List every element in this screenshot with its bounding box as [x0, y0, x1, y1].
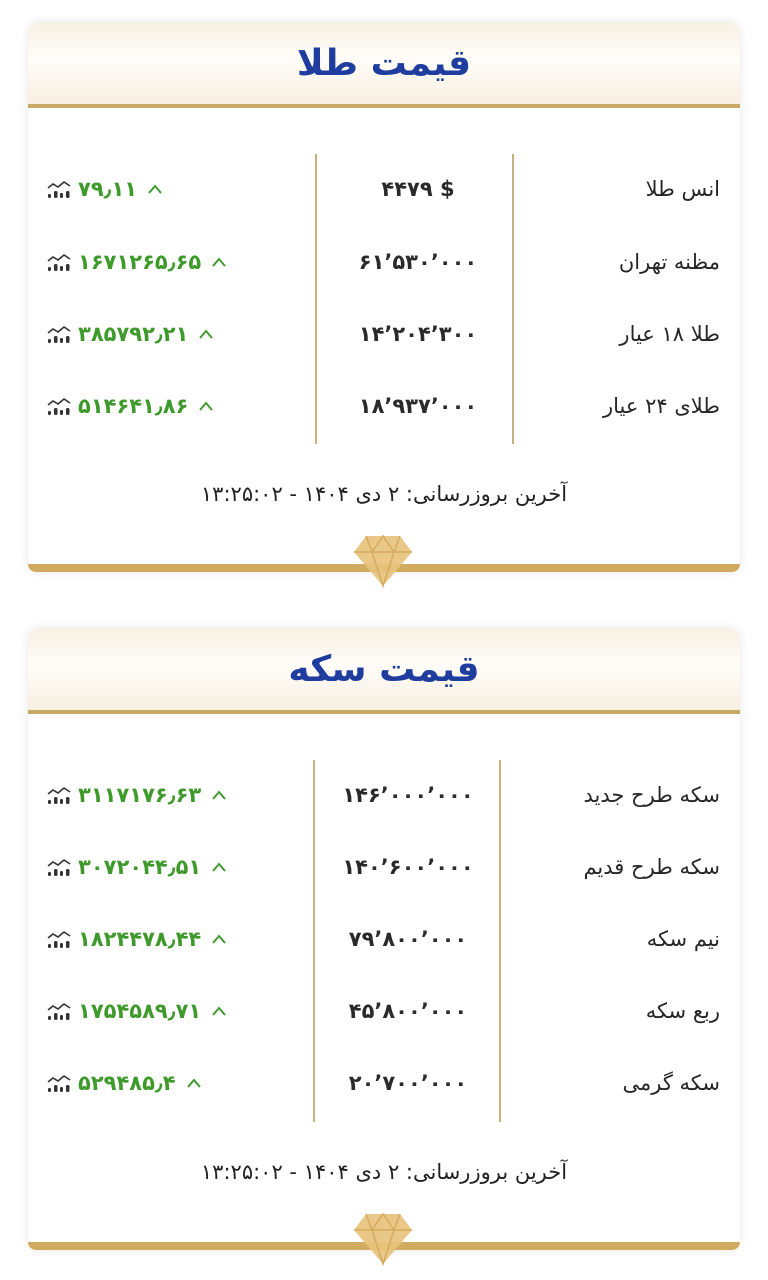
- change-value: ۳۱۱۷۱۷۶٫۶۳: [78, 783, 202, 807]
- arrow-up-icon: [198, 400, 214, 412]
- row-change: [46, 386, 214, 426]
- row-label: سکه گرمی: [622, 1071, 720, 1095]
- row-change: [46, 775, 227, 815]
- chart-icon[interactable]: [46, 396, 72, 416]
- arrow-up-icon: [186, 1077, 202, 1089]
- row-price: ۲۰٬۷۰۰٬۰۰۰: [348, 1071, 468, 1095]
- row-price: ۴۵٬۸۰۰٬۰۰۰: [348, 999, 468, 1023]
- gold-card-title: قیمت طلا: [296, 42, 472, 84]
- gold-price-card: [28, 22, 740, 572]
- coin-row-new-design[interactable]: [28, 775, 740, 815]
- chart-icon[interactable]: [46, 785, 72, 805]
- row-price: ۱۸٬۹۳۷٬۰۰۰: [358, 394, 478, 418]
- coin-row-quarter[interactable]: [28, 991, 740, 1031]
- coin-row-gram[interactable]: [28, 1063, 740, 1103]
- row-change: [46, 991, 227, 1031]
- arrow-up-icon: [211, 789, 227, 801]
- coin-card-title: قیمت سکه: [288, 648, 480, 690]
- change-value: ۱۶۷۱۲۶۵٫۶۵: [78, 250, 202, 274]
- row-label: طلای ۲۴ عیار: [602, 394, 720, 418]
- coin-price-card: [28, 628, 740, 1250]
- change-value: ۷۹٫۱۱: [78, 177, 138, 201]
- gold-card-header: [28, 22, 740, 108]
- arrow-up-icon: [211, 933, 227, 945]
- row-change: [46, 169, 163, 209]
- chart-icon[interactable]: [46, 252, 72, 272]
- row-change: [46, 919, 227, 959]
- gold-row-24k[interactable]: [28, 386, 740, 426]
- row-label: سکه طرح قدیم: [583, 855, 720, 879]
- change-value: ۵۱۴۶۴۱٫۸۶: [78, 394, 189, 418]
- row-price: ۶۱٬۵۳۰٬۰۰۰: [358, 250, 478, 274]
- last-updated: آخرین بروزرسانی: ۲ دی ۱۴۰۴ - ۱۳:۲۵:۰۲: [200, 482, 568, 506]
- row-change: [46, 242, 227, 282]
- row-label: طلا ۱۸ عیار: [619, 322, 720, 346]
- change-value: ۳۰۷۲۰۴۴٫۵۱: [78, 855, 202, 879]
- row-price: ۱۴۶٬۰۰۰٬۰۰۰: [342, 783, 474, 807]
- last-updated: آخرین بروزرسانی: ۲ دی ۱۴۰۴ - ۱۳:۲۵:۰۲: [200, 1160, 568, 1184]
- gold-row-ounce[interactable]: [28, 169, 740, 209]
- arrow-up-icon: [211, 256, 227, 268]
- coin-row-old-design[interactable]: [28, 847, 740, 887]
- row-price: ۱۴۰٬۶۰۰٬۰۰۰: [342, 855, 474, 879]
- change-value: ۳۸۵۷۹۲٫۲۱: [78, 322, 189, 346]
- diamond-icon: [352, 534, 414, 588]
- row-label: ربع سکه: [645, 999, 720, 1023]
- row-price: ۷۹٬۸۰۰٬۰۰۰: [348, 927, 468, 951]
- row-label: سکه طرح جدید: [583, 783, 720, 807]
- chart-icon[interactable]: [46, 929, 72, 949]
- row-change: [46, 1063, 202, 1103]
- row-label: انس طلا: [645, 177, 720, 201]
- gold-row-18k[interactable]: [28, 314, 740, 354]
- change-value: ۱۸۲۴۴۷۸٫۴۴: [78, 927, 202, 951]
- row-label: مظنه تهران: [618, 250, 720, 274]
- row-change: [46, 314, 214, 354]
- arrow-up-icon: [198, 328, 214, 340]
- arrow-up-icon: [211, 861, 227, 873]
- coin-row-half[interactable]: [28, 919, 740, 959]
- row-price: ۴۴۷۹ $: [381, 177, 455, 201]
- arrow-up-icon: [147, 183, 163, 195]
- chart-icon[interactable]: [46, 324, 72, 344]
- chart-icon[interactable]: [46, 179, 72, 199]
- row-change: [46, 847, 227, 887]
- row-label: نیم سکه: [646, 927, 720, 951]
- chart-icon[interactable]: [46, 1073, 72, 1093]
- diamond-icon: [352, 1212, 414, 1266]
- coin-card-header: [28, 628, 740, 714]
- gold-row-tehran[interactable]: [28, 242, 740, 282]
- arrow-up-icon: [211, 1005, 227, 1017]
- chart-icon[interactable]: [46, 857, 72, 877]
- change-value: ۵۲۹۴۸۵٫۴: [78, 1071, 176, 1095]
- row-price: ۱۴٬۲۰۴٬۳۰۰: [358, 322, 478, 346]
- chart-icon[interactable]: [46, 1001, 72, 1021]
- change-value: ۱۷۵۴۵۸۹٫۷۱: [78, 999, 202, 1023]
